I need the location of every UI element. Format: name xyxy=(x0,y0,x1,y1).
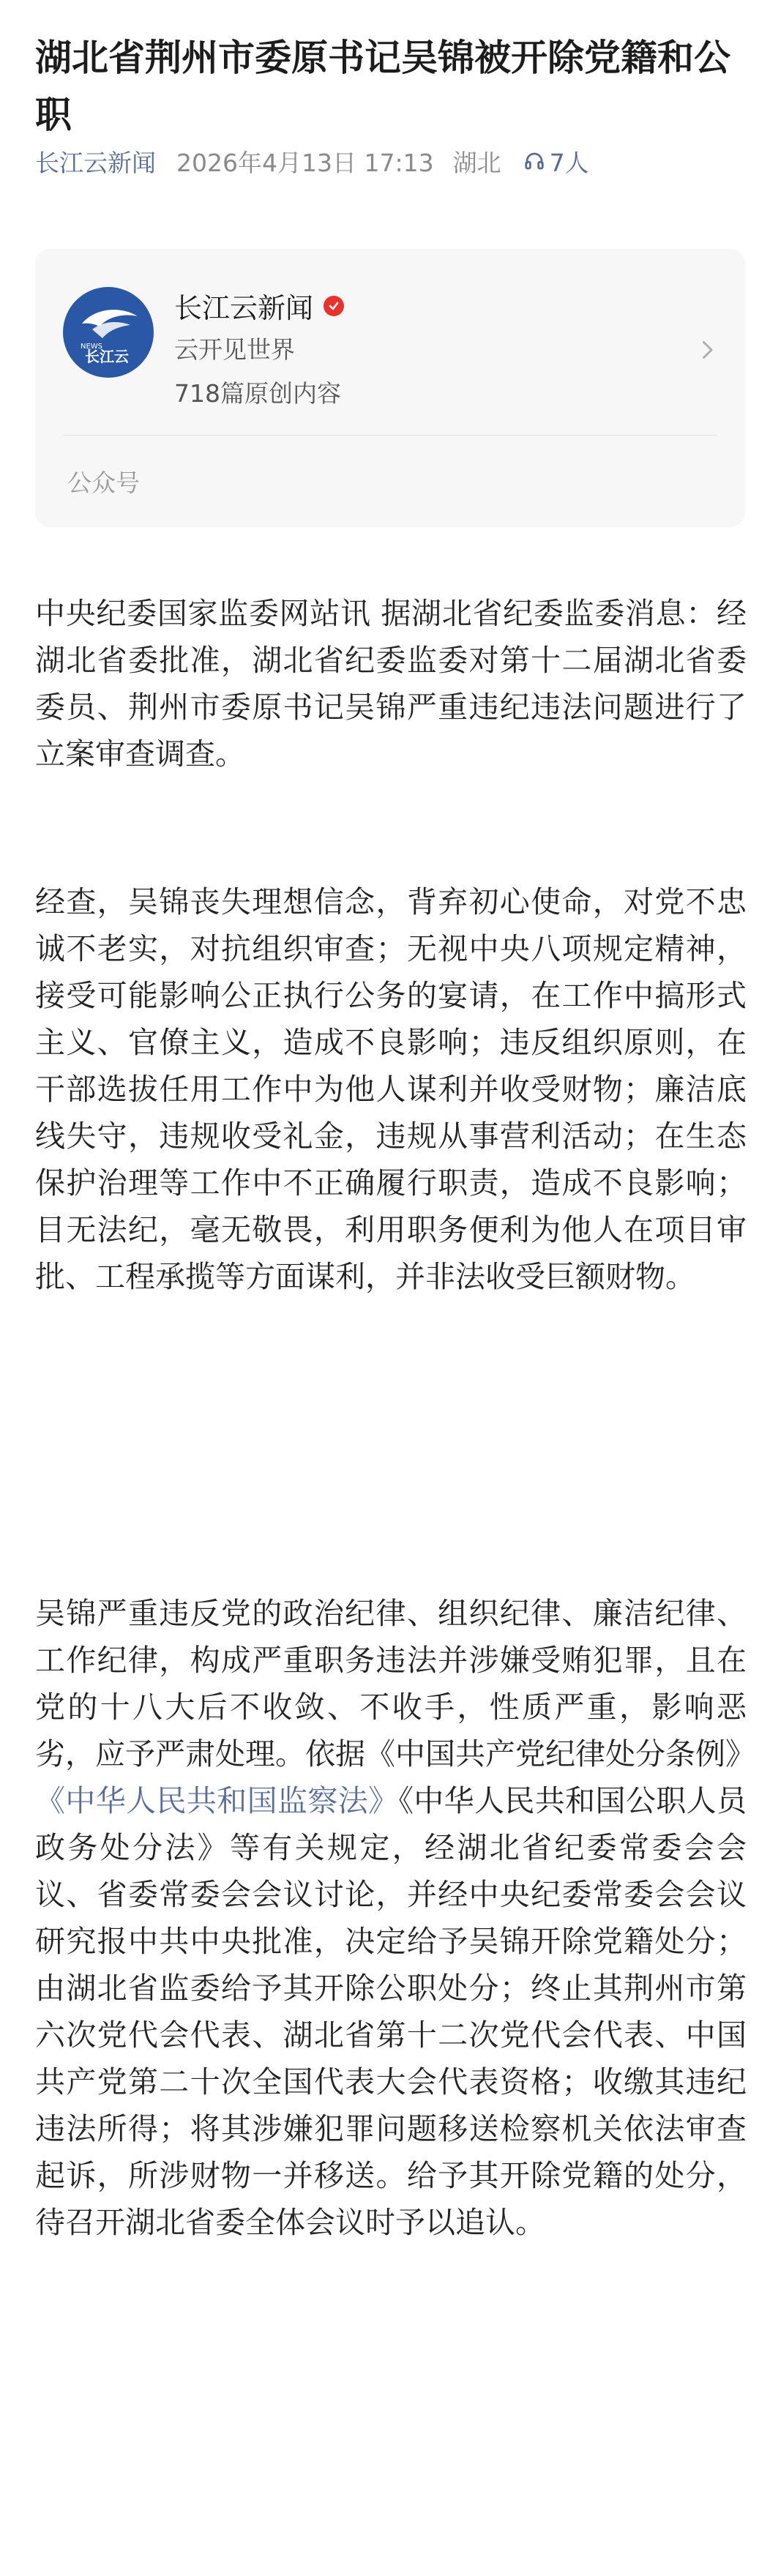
account-description: 云开见世界 xyxy=(174,335,295,364)
account-article-count: 718篇原创内容 xyxy=(174,379,341,408)
avatar-subtext: NEWS xyxy=(81,343,103,351)
paragraph-3-part-b: 《中华人民共和国公职人员政务处分法》等有关规定，经湖北省纪委常委会会议、省委常委会会议讨论，并经中央纪委常委会会议研究报中共中央批准，决定给予吴锦开除党籍处分；由湖北省监委给予其开除公职处分；终止其荆州市第六次党代会代表、湖北省第十二次党代会代表、中国共产党第二十次全国代表大会代表资格；收缴其违纪违法所得；将其涉嫌犯罪问题移送检察机关依法审查起诉，所涉财物一并移送。给予其开除党籍的处分，待召开湖北省委全体会议时予以追认。 xyxy=(35,1783,747,2240)
paragraph-3-part-a: 吴锦严重违反党的政治纪律、组织纪律、廉洁纪律、工作纪律，构成严重职务违法并涉嫌受贿犯罪，且在党的十八大后不收敛、不收手，性质严重，影响恶劣，应予严肃处理。依据《中国共产党纪律处分条例》 xyxy=(35,1596,755,1772)
account-name-row xyxy=(174,285,344,326)
publish-region: 湖北 xyxy=(452,148,501,177)
body-paragraph-1: 中央纪委国家监委网站讯 据湖北省纪委监委消息：经湖北省委批准，湖北省纪委监委对第十二届湖北省委委员、荆州市委原书记吴锦严重违纪违法问题进行了立案审查调查。 xyxy=(35,596,747,772)
verified-badge-icon xyxy=(324,296,344,316)
account-card[interactable] xyxy=(35,249,745,527)
article-meta xyxy=(35,143,589,179)
headphones-icon xyxy=(523,150,545,172)
body-paragraph-2: 经查，吴锦丧失理想信念，背弃初心使命，对党不忠诚不老实，对抗组织审查；无视中央八项规定精神，接受可能影响公正执行公务的宴请，在工作中搞形式主义、官僚主义，造成不良影响；违反组织原则，在干部选拔任用工作中为他人谋利并收受财物；廉洁底线失守，违规收受礼金，违规从事营利活动；在生态保护治理等工作中不正确履行职责，造成不良影响；目无法纪，毫无敬畏，利用职务便利为他人在项目审批、工程承揽等方面谋利，并非法收受巨额财物。 xyxy=(35,884,747,1294)
account-avatar xyxy=(63,287,154,378)
account-name: 长江云新闻 xyxy=(174,292,314,324)
account-type: 公众号 xyxy=(67,468,140,497)
logo-bird-icon xyxy=(63,287,154,378)
listen-button[interactable] xyxy=(523,144,589,179)
chevron-right-icon[interactable] xyxy=(694,337,720,363)
card-divider xyxy=(63,435,717,436)
source-link[interactable]: 长江云新闻 xyxy=(35,148,156,177)
avatar-text: 长江云 xyxy=(85,348,129,365)
body-paragraph-3 xyxy=(35,1590,755,2246)
article-title: 湖北省荆州市委原书记吴锦被开除党籍和公职 xyxy=(35,37,730,136)
publish-time: 2026年4月13日 17:13 xyxy=(176,148,434,177)
supervision-law-link[interactable]: 《中华人民共和国监察法》 xyxy=(35,1783,399,1818)
listener-count: 7人 xyxy=(549,148,589,177)
